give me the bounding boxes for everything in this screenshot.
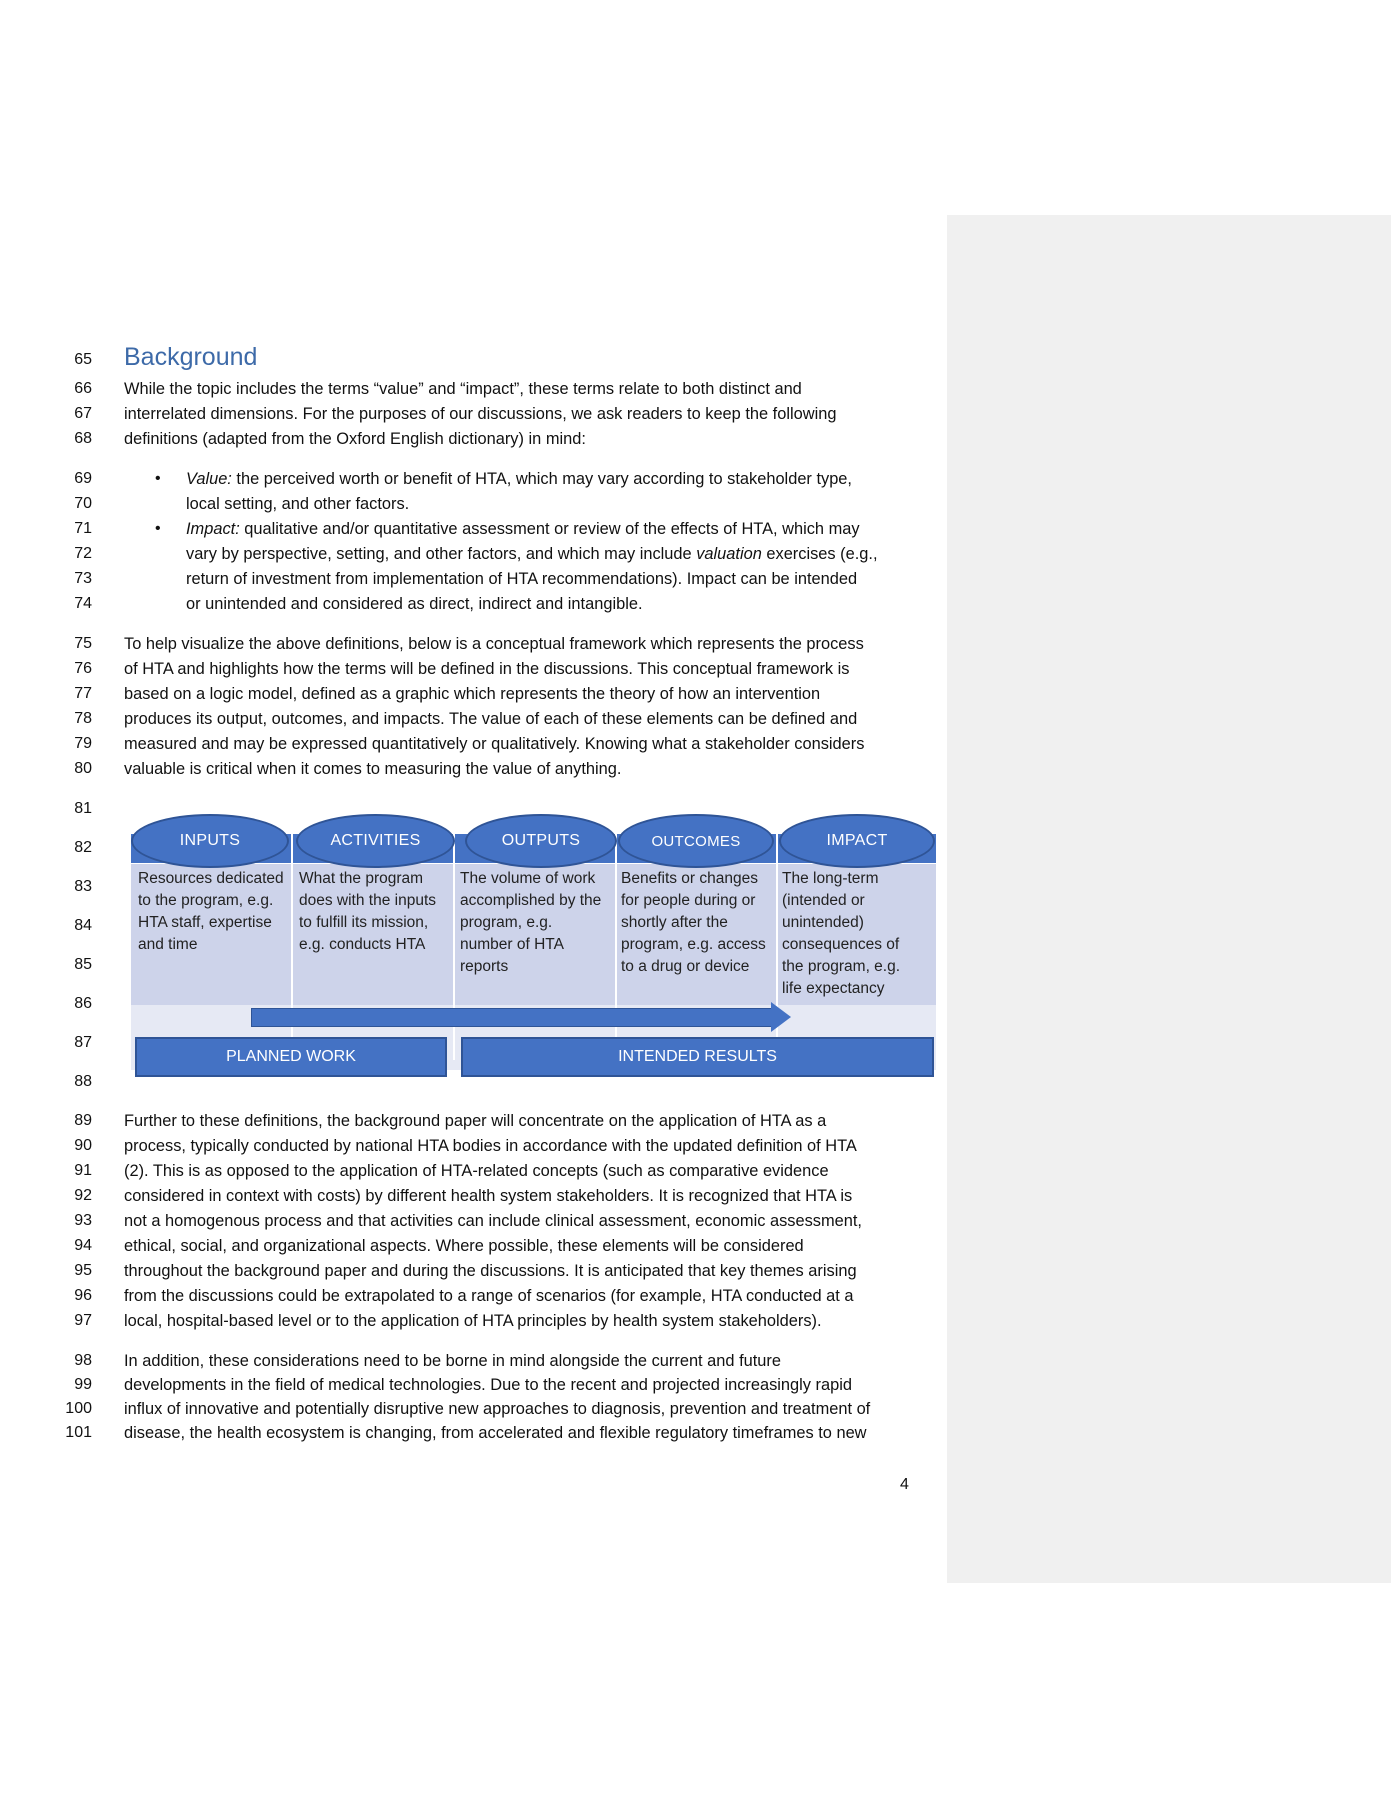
bullet-text: exercises (e.g., — [761, 545, 878, 563]
line-number: 86 — [74, 995, 92, 1012]
line-number: 84 — [74, 917, 92, 934]
line-number: 92 — [74, 1187, 92, 1204]
bullet-impact-line — [186, 519, 860, 539]
paragraph-line: ethical, social, and organizational aspects. Where possible, these elements will be considered — [124, 1237, 804, 1255]
line-number: 75 — [74, 635, 92, 652]
bullet-text: return of investment from implementation of HTA recommendations). Impact can be intended — [186, 570, 858, 588]
activities-description — [299, 868, 454, 956]
cell-line: for people during or — [621, 892, 756, 909]
cell-line: What the program — [299, 870, 424, 887]
cell-line: program, e.g. access — [621, 936, 766, 953]
line-number: 99 — [74, 1376, 92, 1393]
inputs-description — [138, 868, 293, 956]
paragraph-line: process, typically conducted by national HTA bodies in accordance with the updated definition of HTA — [124, 1137, 857, 1155]
line-number: 71 — [74, 520, 92, 537]
paragraph-line: influx of innovative and potentially disruptive new approaches to diagnosis, prevention and treatment of — [124, 1400, 871, 1418]
outcomes-description — [621, 868, 776, 978]
bullet-text: the perceived worth or benefit of HTA, which may vary according to stakeholder type, — [231, 470, 852, 488]
bullet-term: Value: — [186, 470, 232, 488]
cell-line: consequences of — [782, 936, 900, 953]
cell-line: to a drug or device — [621, 958, 750, 975]
cell-line: to fulfill its mission, — [299, 914, 429, 931]
line-number: 77 — [74, 685, 92, 702]
cell-line: unintended) — [782, 914, 864, 931]
line-number: 65 — [74, 351, 92, 368]
outputs-description — [460, 868, 615, 978]
cell-line: and time — [138, 936, 198, 953]
cell-line: HTA staff, expertise — [138, 914, 272, 931]
section-heading: Background — [124, 343, 258, 371]
cell-line: to the program, e.g. — [138, 892, 274, 909]
page-number: 4 — [900, 1476, 909, 1493]
italic-term: valuation — [696, 545, 762, 563]
cell-line: The volume of work — [460, 870, 596, 887]
line-number: 68 — [74, 430, 92, 447]
cell-line: the program, e.g. — [782, 958, 901, 975]
line-number: 66 — [74, 380, 92, 397]
line-number: 81 — [74, 800, 92, 817]
line-number: 98 — [74, 1352, 92, 1369]
impact-description — [782, 868, 937, 1000]
line-number: 69 — [74, 470, 92, 487]
line-number: 80 — [74, 760, 92, 777]
paragraph-line: throughout the background paper and during the discussions. It is anticipated that key themes arising — [124, 1262, 857, 1280]
line-number: 97 — [74, 1312, 92, 1329]
right-arrow-icon — [771, 1002, 791, 1032]
cell-line: accomplished by the — [460, 892, 602, 909]
paragraph-line: In addition, these considerations need to be borne in mind alongside the current and future — [124, 1352, 781, 1370]
activities-ellipse: ACTIVITIES — [296, 814, 455, 868]
line-number: 93 — [74, 1212, 92, 1229]
line-number: 79 — [74, 735, 92, 752]
cell-line: e.g. conducts HTA — [299, 936, 426, 953]
cell-line: reports — [460, 958, 509, 975]
bullet-value-line — [186, 469, 852, 489]
cell-line: shortly after the — [621, 914, 728, 931]
paragraph-line: To help visualize the above definitions, below is a conceptual framework which represents the process — [124, 635, 864, 653]
cell-line: life expectancy — [782, 980, 885, 997]
line-number: 74 — [74, 595, 92, 612]
paragraph-line: While the topic includes the terms “value” and “impact”, these terms relate to both distinct and — [124, 380, 802, 398]
paragraph-line: not a homogenous process and that activities can include clinical assessment, economic assessment, — [124, 1212, 862, 1230]
bullet-icon: • — [155, 470, 161, 487]
line-number: 90 — [74, 1137, 92, 1154]
line-number: 94 — [74, 1237, 92, 1254]
line-number: 87 — [74, 1034, 92, 1051]
cell-line: does with the inputs — [299, 892, 437, 909]
outcomes-ellipse: OUTCOMES — [618, 814, 774, 868]
paragraph-line: disease, the health ecosystem is changing, from accelerated and flexible regulatory timeframes to new — [124, 1424, 867, 1442]
bullet-impact-line — [186, 544, 878, 564]
bullet-text: or unintended and considered as direct, indirect and intangible. — [186, 595, 643, 613]
line-number: 70 — [74, 495, 92, 512]
logic-model-diagram — [131, 810, 936, 1075]
line-number: 73 — [74, 570, 92, 587]
paragraph-line: definitions (adapted from the Oxford English dictionary) in mind: — [124, 430, 586, 448]
paragraph-line: local, hospital-based level or to the application of HTA principles by health system stakeholders). — [124, 1312, 822, 1330]
cell-line: Benefits or changes — [621, 870, 759, 887]
bullet-term: Impact: — [186, 520, 240, 538]
cell-line: program, e.g. — [460, 914, 553, 931]
inputs-ellipse: INPUTS — [131, 814, 289, 868]
cell-line: number of HTA — [460, 936, 564, 953]
line-number: 67 — [74, 405, 92, 422]
paragraph-line: based on a logic model, defined as a graphic which represents the theory of how an intervention — [124, 685, 821, 703]
line-number: 100 — [65, 1400, 92, 1417]
comment-margin-pane — [947, 215, 1391, 1583]
paragraph-line: produces its output, outcomes, and impacts. The value of each of these elements can be defined and — [124, 710, 858, 728]
paragraph-line: measured and may be expressed quantitatively or qualitatively. Knowing what a stakeholder considers — [124, 735, 865, 753]
line-number: 101 — [65, 1424, 92, 1441]
impact-ellipse: IMPACT — [779, 814, 935, 868]
line-number: 96 — [74, 1287, 92, 1304]
paragraph-line: from the discussions could be extrapolated to a range of scenarios (for example, HTA conducted at a — [124, 1287, 854, 1305]
bullet-text: local setting, and other factors. — [186, 495, 410, 513]
cell-line: The long-term — [782, 870, 879, 887]
line-number: 76 — [74, 660, 92, 677]
line-number: 72 — [74, 545, 92, 562]
planned-work-box: PLANNED WORK — [135, 1037, 447, 1077]
paragraph-line: considered in context with costs) by different health system stakeholders. It is recognized that HTA is — [124, 1187, 853, 1205]
outputs-ellipse: OUTPUTS — [465, 814, 617, 868]
line-number: 78 — [74, 710, 92, 727]
line-number: 95 — [74, 1262, 92, 1279]
bullet-text: qualitative and/or quantitative assessment or review of the effects of HTA, which may — [239, 520, 860, 538]
line-number: 82 — [74, 839, 92, 856]
paragraph-line: Further to these definitions, the background paper will concentrate on the application of HTA as a — [124, 1112, 827, 1130]
paragraph-line: of HTA and highlights how the terms will be defined in the discussions. This conceptual framework is — [124, 660, 850, 678]
line-number: 85 — [74, 956, 92, 973]
paragraph-line: interrelated dimensions. For the purposes of our discussions, we ask readers to keep the following — [124, 405, 837, 423]
intended-results-box: INTENDED RESULTS — [461, 1037, 934, 1077]
line-number: 88 — [74, 1073, 92, 1090]
line-number: 91 — [74, 1162, 92, 1179]
paragraph-line: valuable is critical when it comes to measuring the value of anything. — [124, 760, 622, 778]
bullet-icon: • — [155, 520, 161, 537]
cell-line: (intended or — [782, 892, 865, 909]
paragraph-line: (2). This is as opposed to the application of HTA-related concepts (such as comparative evidence — [124, 1162, 829, 1180]
cell-line: Resources dedicated — [138, 870, 284, 887]
progress-arrow-shaft — [251, 1008, 773, 1027]
paragraph-line: developments in the field of medical technologies. Due to the recent and projected increasingly rapid — [124, 1376, 852, 1394]
line-number: 83 — [74, 878, 92, 895]
bullet-text: vary by perspective, setting, and other factors, and which may include — [186, 545, 697, 563]
line-number: 89 — [74, 1112, 92, 1129]
